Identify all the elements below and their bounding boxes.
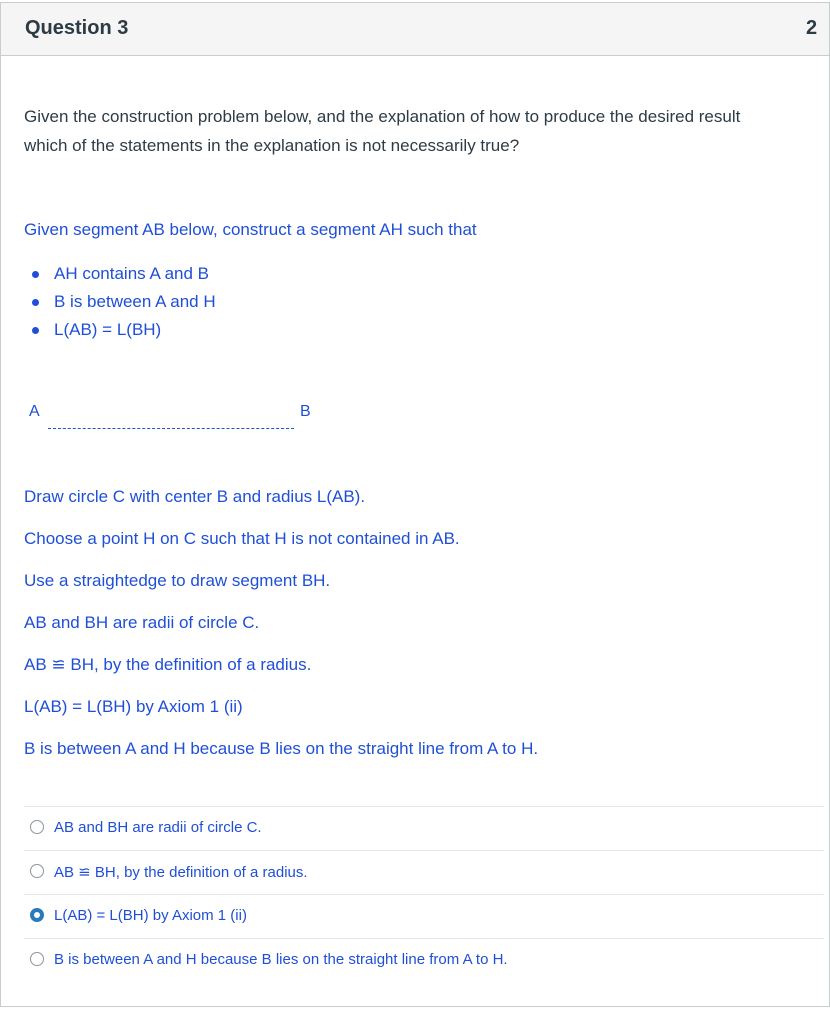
condition-item: B is between A and H — [32, 288, 216, 316]
answer-label[interactable]: AB and BH are radii of circle C. — [54, 819, 262, 836]
question-header — [1, 3, 829, 56]
segment-label-a: A — [29, 403, 40, 420]
radio-button[interactable] — [30, 820, 44, 834]
answer-label[interactable]: B is between A and H because B lies on the straight line from A to H. — [54, 951, 508, 968]
step-4: AB and BH are radii of circle C. — [24, 613, 260, 632]
prompt-line-2: which of the statements in the explanation is not necessarily true? — [24, 136, 520, 155]
condition-item: L(AB) = L(BH) — [32, 316, 216, 344]
segment-ab-line — [48, 428, 294, 429]
radio-button[interactable] — [30, 864, 44, 878]
radio-button[interactable] — [30, 952, 44, 966]
answer-option-1[interactable] — [24, 806, 824, 850]
conditions-list — [32, 260, 216, 344]
question-title: Question 3 — [25, 17, 129, 39]
radio-button-selected[interactable] — [30, 908, 44, 922]
answer-option-3[interactable] — [24, 894, 824, 938]
answer-option-4[interactable] — [24, 938, 824, 982]
step-6: L(AB) = L(BH) by Axiom 1 (ii) — [24, 697, 243, 716]
segment-label-b: B — [300, 403, 311, 420]
prompt-line-1: Given the construction problem below, and the explanation of how to produce the desired result — [24, 107, 741, 126]
answer-option-2[interactable] — [24, 850, 824, 894]
answer-label[interactable]: L(AB) = L(BH) by Axiom 1 (ii) — [54, 907, 247, 924]
step-3: Use a straightedge to draw segment BH. — [24, 571, 331, 590]
answer-label[interactable]: AB ≌ BH, by the definition of a radius. — [54, 864, 308, 881]
step-5: AB ≌ BH, by the definition of a radius. — [24, 655, 312, 674]
step-1: Draw circle C with center B and radius L(AB). — [24, 487, 366, 506]
condition-item: AH contains A and B — [32, 260, 216, 288]
step-2: Choose a point H on C such that H is not contained in AB. — [24, 529, 460, 548]
problem-statement: Given segment AB below, construct a segment AH such that — [24, 220, 477, 239]
step-7: B is between A and H because B lies on the straight line from A to H. — [24, 739, 539, 758]
answer-options — [24, 806, 824, 982]
question-points: 2 — [806, 17, 818, 39]
